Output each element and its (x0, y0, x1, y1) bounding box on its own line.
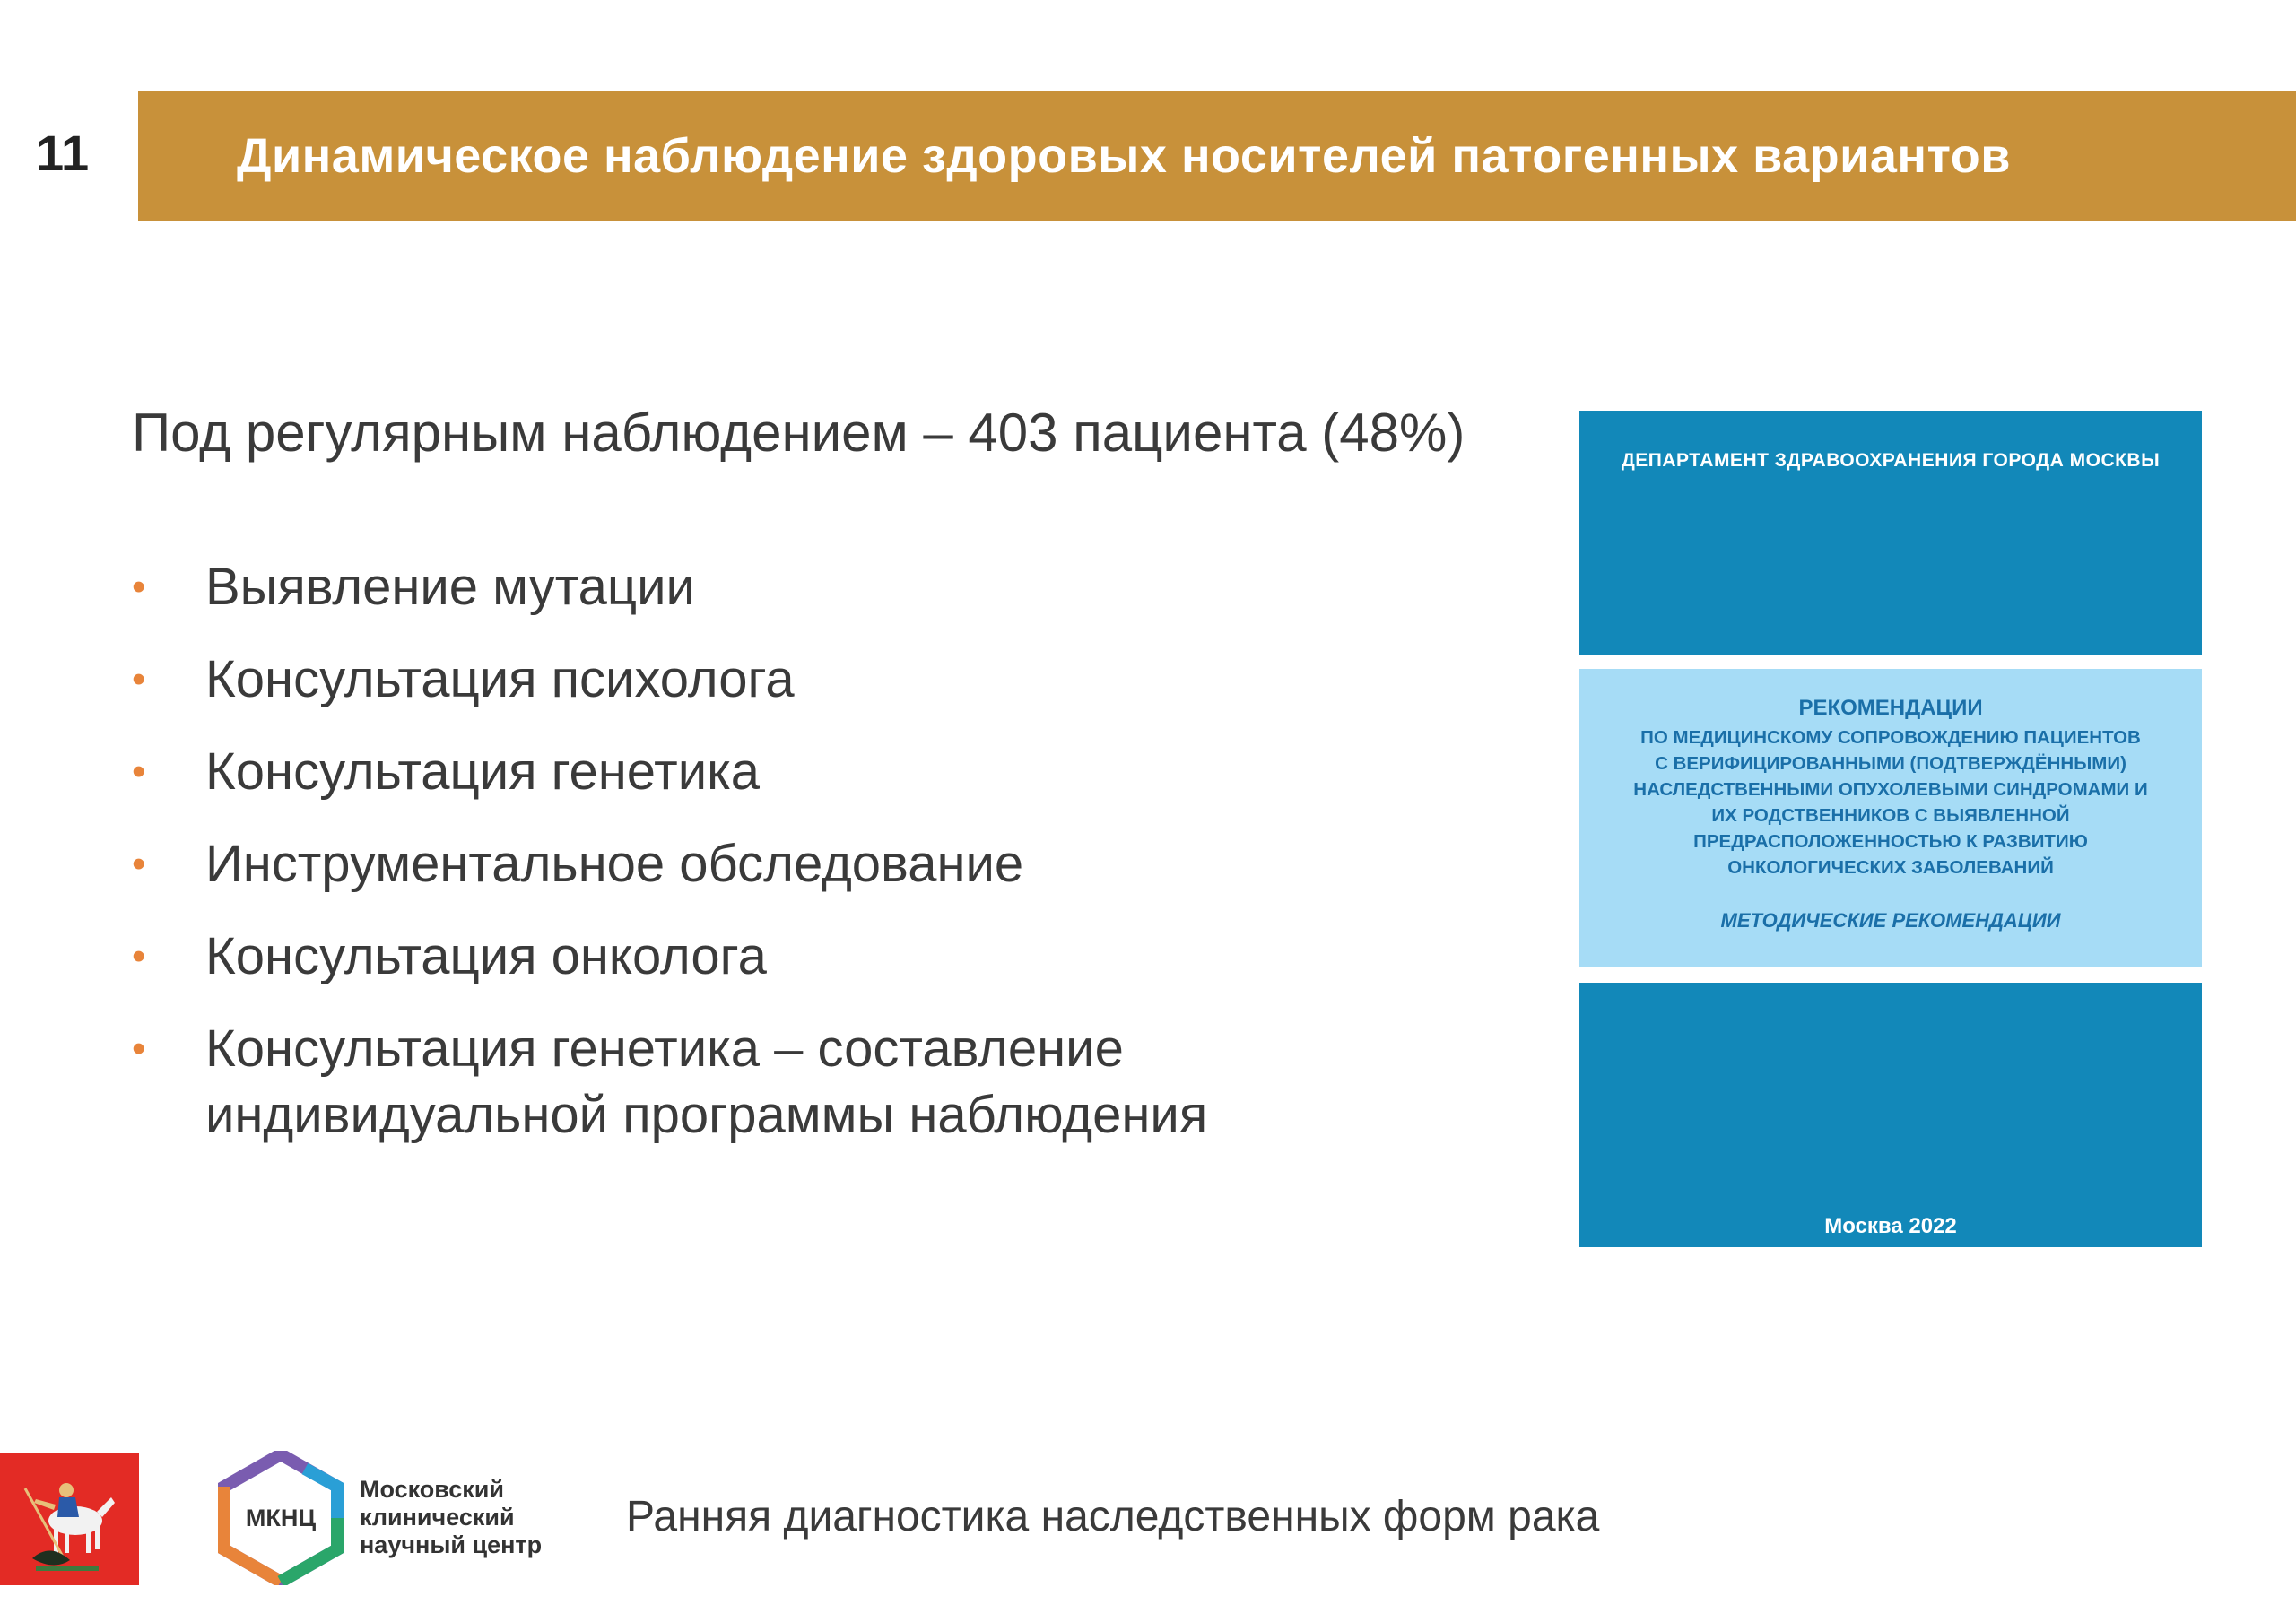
cover-heading: РЕКОМЕНДАЦИИ (1798, 696, 1983, 720)
cover-description-line: ПРЕДРАСПОЛОЖЕННОСТЬЮ К РАЗВИТИЮ (1693, 831, 2088, 852)
cover-description-line: ПО МЕДИЦИНСКОМУ СОПРОВОЖДЕНИЮ ПАЦИЕНТОВ (1640, 727, 2141, 748)
list-item (132, 646, 1477, 713)
cover-description (1606, 724, 2175, 880)
org-name-line: клинический (360, 1504, 515, 1531)
bullet-icon: • (132, 750, 146, 794)
list-item-text: Инструментальное обследование (205, 835, 1024, 893)
cover-description-line: ОНКОЛОГИЧЕСКИХ ЗАБОЛЕВАНИЙ (1727, 857, 2054, 878)
list-item (132, 1016, 1477, 1149)
cover-top-panel (1579, 411, 2202, 655)
bullet-icon: • (132, 842, 146, 886)
bullet-icon: • (132, 657, 146, 701)
cover-bottom-panel (1579, 983, 2202, 1247)
org-name (360, 1476, 542, 1559)
cover-description-line: НАСЛЕДСТВЕННЫМИ ОПУХОЛЕВЫМИ СИНДРОМАМИ И (1633, 779, 2148, 800)
logo-abbreviation: МКНЦ (245, 1505, 317, 1531)
bullet-icon: • (132, 565, 146, 609)
slide-number: 11 (36, 125, 90, 181)
list-item (132, 739, 1477, 805)
cover-department: ДЕПАРТАМЕНТ ЗДРАВООХРАНЕНИЯ ГОРОДА МОСКВЫ (1621, 450, 2161, 471)
org-name-line: Московский (360, 1476, 504, 1503)
slide-title: Динамическое наблюдение здоровых носителей патогенных вариантов (237, 129, 2011, 183)
footer-caption: Ранняя диагностика наследственных форм рака (626, 1493, 1600, 1540)
list-item-text: Консультация психолога (205, 650, 795, 708)
org-name-line: научный центр (360, 1531, 543, 1558)
lead-statement: Под регулярным наблюдением – 403 пациента (48%) (132, 403, 1465, 463)
bullet-icon: • (132, 934, 146, 978)
cover-description-line: ИХ РОДСТВЕННИКОВ С ВЫЯВЛЕННОЙ (1711, 805, 2070, 826)
list-item-text: Консультация генетика (205, 742, 761, 801)
cover-city-year: Москва 2022 (1824, 1214, 1957, 1238)
cover-description-line: С ВЕРИФИЦИРОВАННЫМИ (ПОДТВЕРЖДЁННЫМИ) (1655, 753, 2126, 774)
list-item (132, 554, 1477, 620)
moscow-emblem-icon (0, 1453, 139, 1585)
book-cover (1579, 411, 2202, 1247)
bullet-icon: • (132, 1027, 146, 1071)
list-item (132, 831, 1477, 898)
list-item (132, 924, 1477, 990)
list-item-text: Консультация онколога (205, 927, 767, 985)
cover-doc-type: МЕТОДИЧЕСКИЕ РЕКОМЕНДАЦИИ (1720, 909, 2061, 932)
bullet-list (132, 554, 1477, 1149)
list-item-text: Выявление мутации (205, 558, 695, 616)
list-item-text: Консультация генетика – составление индивидуальной программы наблюдения (205, 1019, 1208, 1144)
title-bar (138, 91, 2296, 221)
mknc-logo-icon (215, 1451, 346, 1585)
